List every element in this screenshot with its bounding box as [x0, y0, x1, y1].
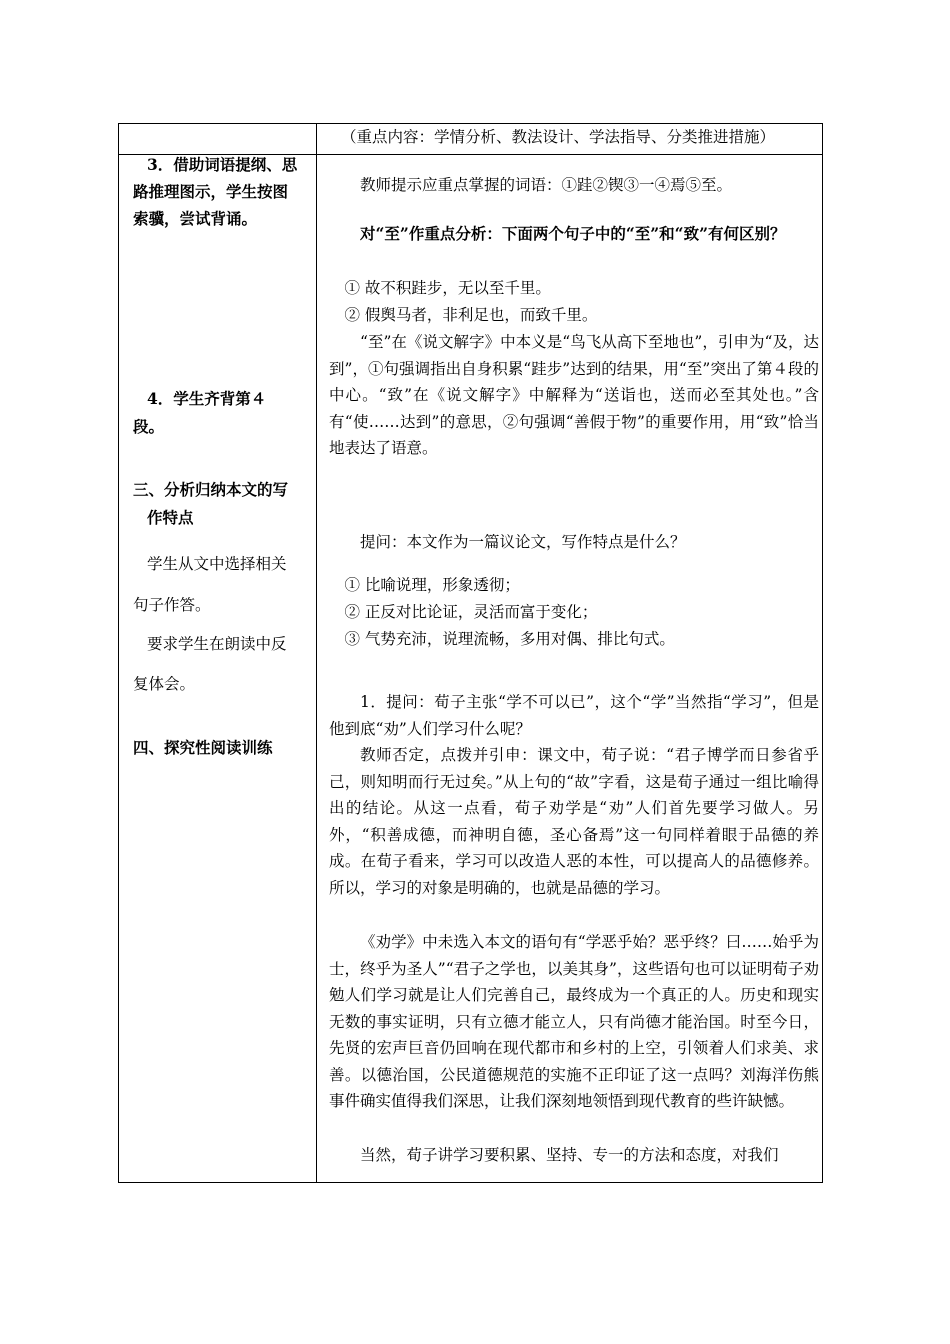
quanxue-excerpt-paragraph: 《劝学》中未选入本文的语句有“学恶乎始？恶乎终？曰……始乎为士，终乎为圣人”“君子之学也，以美其身”，这些语句也可以证明荀子劝勉人们学习就是让人们完善自己，最终成为一个真正的人。历史和现实无数的事实证明，只有立德才能立人，只有尚德才能治国。时至今日，先贤的宏声巨音仍回响在现代都市和乡村的上空，引领着人们求美、求善。以德治国，公民道德规范的实施不正印证了这一点吗？刘海洋伤熊事件确实值得我们深思，让我们深刻地领悟到现代教育的些许缺憾。 — [329, 933, 819, 1110]
closing-paragraph: 当然，荀子讲学习要积累、坚持、专一的方法和态度，对我们 — [360, 1146, 779, 1164]
section4-heading: 四、探究性阅读训练 — [133, 738, 273, 757]
section3-heading-line1: 三、分析归纳本文的写 — [133, 480, 289, 499]
header-row-text: （重点内容：学情分析、教法设计、学法指导、分类推进措施） — [341, 128, 776, 146]
section3-heading-line2: 作特点 — [147, 508, 194, 527]
step3-line2: 路推理图示，学生按图 — [133, 182, 289, 201]
step3-line1: 3．借助词语提纲、思 — [147, 155, 298, 174]
feature-item-1: ① 比喻说理，形象透彻； — [344, 576, 520, 594]
key-words-paragraph: 教师提示应重点掌握的词语：①跬②锲③一④焉⑤至。 — [360, 176, 733, 194]
section3-note-line2: 句子作答。 — [133, 596, 211, 614]
feature-item-3: ③ 气势充沛，说理流畅，多用对偶、排比句式。 — [344, 630, 675, 648]
feature-item-2: ② 正反对比论证，灵活而富于变化； — [344, 603, 598, 621]
example-sentence-1: ① 故不积跬步，无以至千里。 — [344, 279, 551, 297]
step3-line3: 索骥，尝试背诵。 — [133, 209, 258, 228]
column-divider — [316, 124, 317, 1182]
writing-features-question: 提问：本文作为一篇议论文，写作特点是什么？ — [360, 533, 686, 551]
section3-note-line3: 要求学生在朗读中反 — [147, 635, 287, 653]
section3-note-line4: 复体会。 — [133, 675, 196, 693]
example-sentence-2: ② 假舆马者，非利足也，而致千里。 — [344, 306, 598, 324]
zhi-analysis-question: 对“至”作重点分析：下面两个句子中的“至”和“致”有何区别？ — [360, 224, 786, 243]
lesson-table — [118, 123, 823, 1183]
inquiry-question-1: 1．提问：荀子主张“学不可以已”，这个“学”当然指“学习”，但是他到底“劝”人们学习什么呢？ — [329, 693, 819, 738]
step4-line1: 4．学生齐背第４ — [147, 389, 267, 408]
zhi-explanation-paragraph: “至”在《说文解字》中本义是“鸟飞从高下至地也”，引申为“及，达到”，①句强调指出自身积累“跬步”达到的结果，用“至”突出了第４段的中心。“致”在《说文解字》中解释为“送诣也，送而必至其处也。”含有“使……达到”的意思，②句强调“善假于物”的重要作用，用“致”恰当地表达了语意。 — [329, 333, 819, 457]
section3-note-line1: 学生从文中选择相关 — [147, 555, 287, 573]
step4-line2: 段。 — [133, 417, 165, 436]
teacher-guidance-paragraph: 教师否定，点拨并引申：课文中，荀子说：“君子博学而日参省乎己，则知明而行无过矣。”从上句的“故”字看，这是荀子通过一组比喻得出的结论。从这一点看，荀子劝学是“劝”人们首先要学习做人。另外，“积善成德，而神明自德，圣心备焉”这一句同样着眼于品德的养成。在荀子看来，学习可以改造人恶的本性，可以提高人的品德修养。所以，学习的对象是明确的，也就是品德的学习。 — [329, 746, 819, 897]
